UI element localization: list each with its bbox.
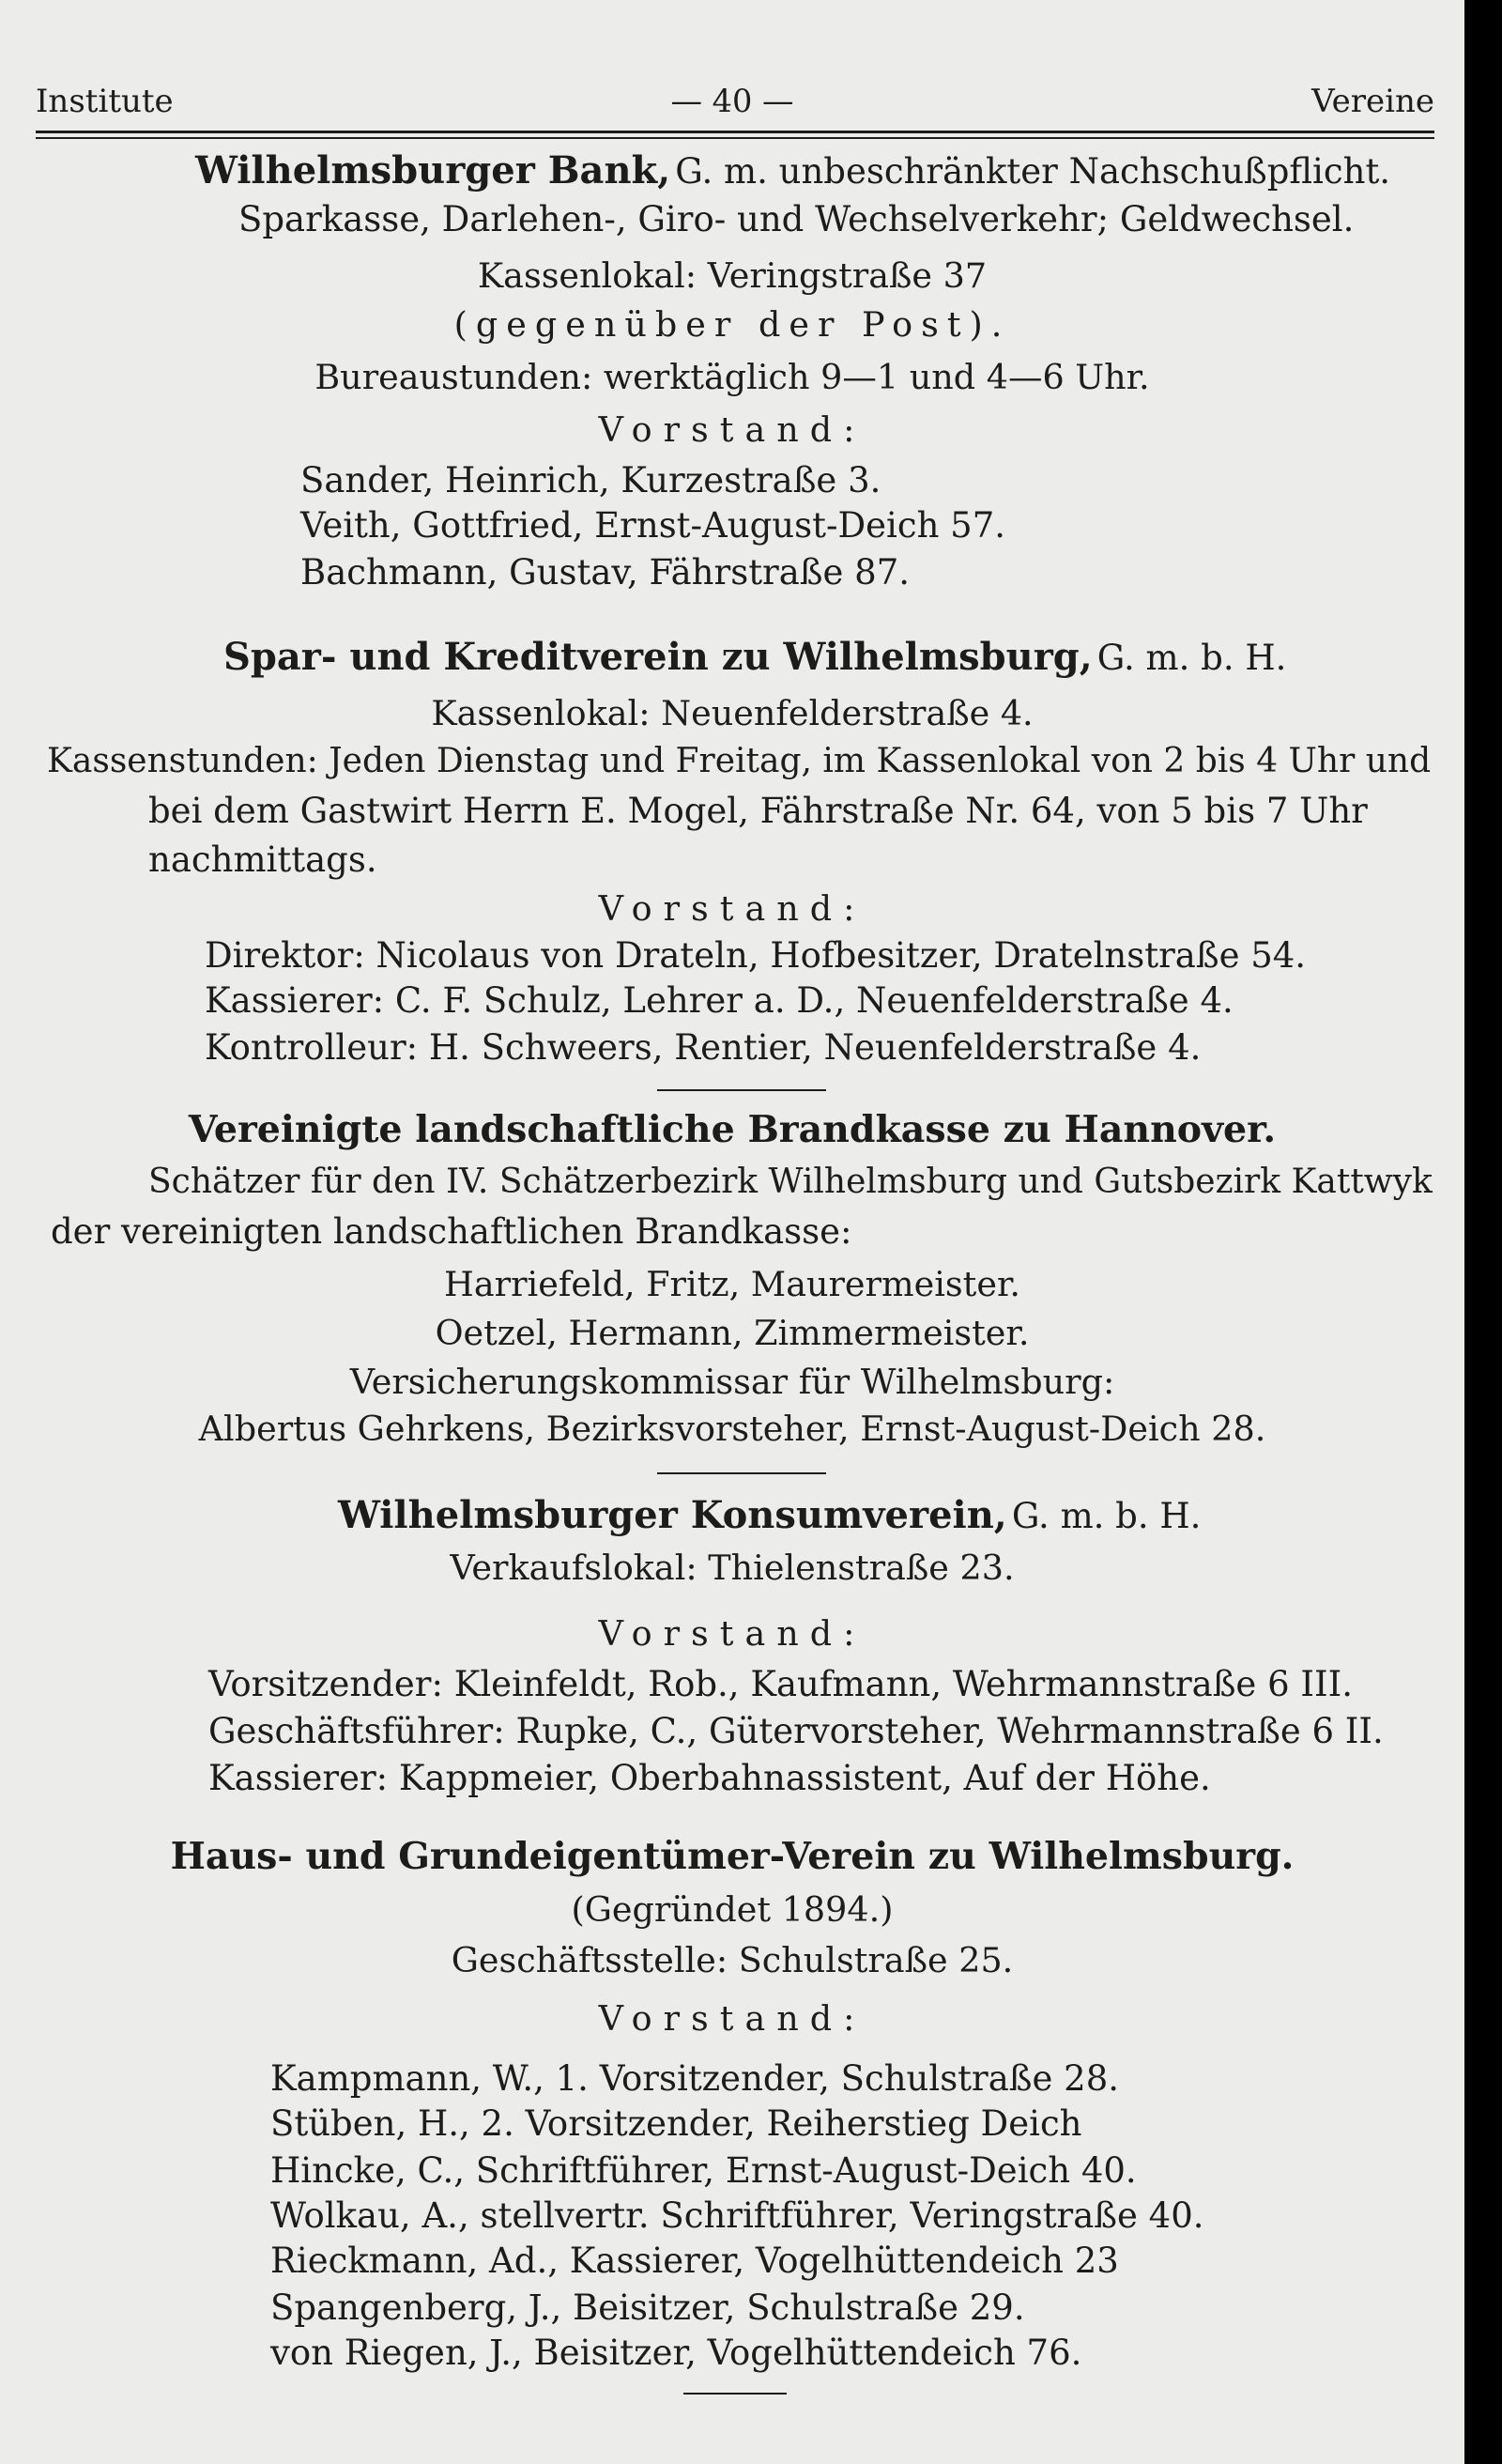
section-title-suffix: G. m. b. H. — [1096, 638, 1287, 678]
text-line: bei dem Gastwirt Herrn E. Mogel, Fährstraße Nr. 64, von 5 bis 7 Uhr — [148, 791, 1368, 831]
member-line: Bachmann, Gustav, Fährstraße 87. — [300, 552, 911, 593]
board-label: Vorstand: — [598, 888, 866, 929]
text-line: Schätzer für den IV. Schätzerbezirk Wilhelmsburg und Gutsbezirk Kattwyk — [148, 1163, 1433, 1201]
member-line: Stüben, H., 2. Vorsitzender, Reiherstieg Deich — [270, 2103, 1082, 2144]
member-line: Direktor: Nicolaus von Drateln, Hofbesitzer, Dratelnstraße 54. — [205, 935, 1307, 976]
text-line: nachmittags. — [148, 839, 377, 880]
text-line: Geschäftsstelle: Schulstraße 25. — [451, 1940, 1014, 1980]
member-line: Veith, Gottfried, Ernst-August-Deich 57. — [300, 505, 1006, 546]
header-right: Vereine — [1311, 83, 1434, 120]
board-label: Vorstand: — [598, 409, 866, 450]
member-line: Rieckmann, Ad., Kassierer, Vogelhüttendeich 23 — [270, 2241, 1119, 2281]
text-line: Albertus Gehrkens, Bezirksvorsteher, Ernst-August-Deich 28. — [198, 1409, 1266, 1449]
member-line: Hincke, C., Schriftführer, Ernst-August-Deich 40. — [270, 2150, 1137, 2191]
text-line: Versicherungskommissar für Wilhelmsburg: — [349, 1362, 1115, 1402]
member-line: Spangenberg, J., Beisitzer, Schulstraße 29. — [270, 2287, 1025, 2328]
section-title: Spar- und Kreditverein zu Wilhelmsburg, — [223, 635, 1093, 679]
text-line: Verkaufslokal: Thielenstraße 23. — [450, 1548, 1015, 1588]
member-line: Sander, Heinrich, Kurzestraße 3. — [300, 460, 881, 500]
text-line: Kassenstunden: Jeden Dienstag und Freitag, im Kassenlokal von 2 bis 4 Uhr und — [47, 742, 1432, 780]
section-grundeigentuemer-title: Haus- und Grundeigentümer-Verein zu Wilhelmsburg. — [170, 1835, 1295, 1878]
text-line: der vereinigten landschaftlichen Brandkasse: — [51, 1211, 852, 1252]
text-line: Kassenlokal: Veringstraße 37 — [477, 255, 988, 296]
scan-edge — [1464, 0, 1502, 2464]
section-bank-heading — [195, 148, 1390, 192]
text-line: Kassenlokal: Neuenfelderstraße 4. — [431, 693, 1034, 733]
member-line: Geschäftsführer: Rupke, C., Gütervorsteher, Wehrmannstraße 6 II. — [208, 1711, 1384, 1751]
text-line: (gegenüber der Post). — [453, 304, 1011, 345]
header-rule-top — [36, 131, 1434, 133]
section-brandkasse-title: Vereinigte landschaftliche Brandkasse zu Hannover. — [188, 1108, 1277, 1151]
header-left: Institute — [36, 83, 174, 120]
board-label: Vorstand: — [598, 1613, 866, 1654]
text-line: Sparkasse, Darlehen-, Giro- und Wechselverkehr; Geldwechsel. — [238, 199, 1355, 239]
member-line: Kampmann, W., 1. Vorsitzender, Schulstraße 28. — [270, 2058, 1120, 2099]
section-title-suffix: G. m. unbeschränkter Nachschußpflicht. — [675, 151, 1391, 192]
text-line: Oetzel, Hermann, Zimmermeister. — [435, 1313, 1030, 1353]
member-line: von Riegen, J., Beisitzer, Vogelhüttendeich 76. — [270, 2333, 1082, 2373]
section-title-suffix: G. m. b. H. — [1011, 1496, 1202, 1536]
board-label: Vorstand: — [598, 1998, 866, 2039]
section-title: Wilhelmsburger Konsumverein, — [338, 1493, 1007, 1537]
section-divider — [657, 1089, 826, 1091]
member-line: Kassierer: Kappmeier, Oberbahnassistent, Auf der Höhe. — [208, 1758, 1211, 1798]
text-line: Harriefeld, Fritz, Maurermeister. — [444, 1264, 1020, 1304]
text-line: Bureaustunden: werktäglich 9—1 und 4—6 Uhr. — [314, 357, 1150, 397]
header-rule-bottom — [36, 137, 1434, 139]
section-konsumverein-heading — [338, 1493, 1201, 1537]
member-line: Vorsitzender: Kleinfeldt, Rob., Kaufmann, Wehrmannstraße 6 III. — [208, 1664, 1353, 1704]
section-divider — [657, 1472, 826, 1474]
closing-divider — [683, 2393, 787, 2395]
section-title: Wilhelmsburger Bank, — [195, 148, 671, 192]
member-line: Kassierer: C. F. Schulz, Lehrer a. D., Neuenfelderstraße 4. — [205, 980, 1234, 1021]
text-line: (Gegründet 1894.) — [571, 1889, 894, 1930]
section-kreditverein-heading — [223, 635, 1286, 679]
member-line: Kontrolleur: H. Schweers, Rentier, Neuenfelderstraße 4. — [205, 1027, 1202, 1068]
member-line: Wolkau, A., stellvertr. Schriftführer, Veringstraße 40. — [270, 2195, 1204, 2236]
page-number: — 40 — — [670, 83, 794, 119]
